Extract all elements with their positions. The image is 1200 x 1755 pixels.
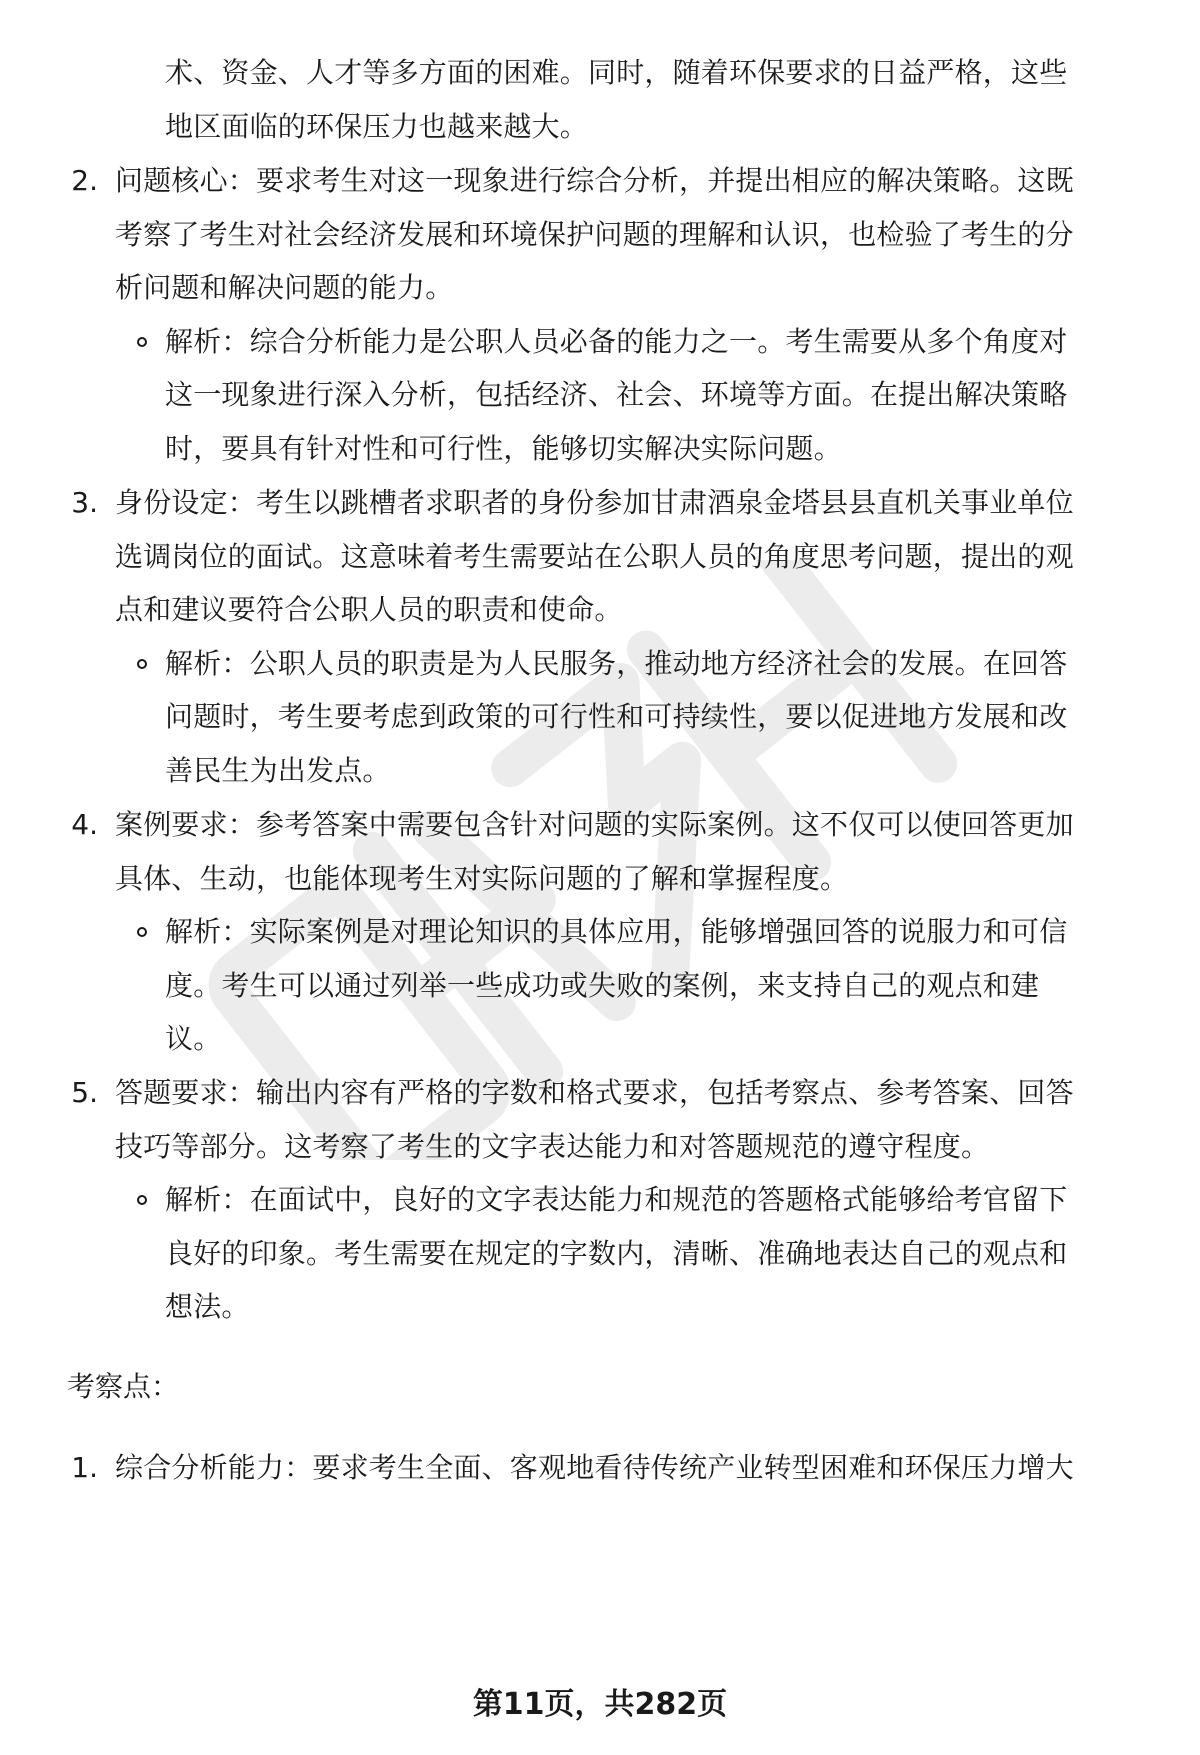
item5-sub-line-1: 解析：在面试中，良好的文字表达能力和规范的答题格式能够给考官留下 (165, 1183, 1068, 1216)
item3-sub-line-2: 问题时，考生要考虑到政策的可行性和可持续性，要以促进地方发展和改 (165, 700, 1068, 733)
section-item1-line-1: 综合分析能力：要求考生全面、客观地看待传统产业转型困难和环保压力增大 (115, 1451, 1074, 1484)
sub-bullet (137, 1195, 147, 1205)
item4-line-2: 具体、生动，也能体现考生对实际问题的了解和掌握程度。 (115, 862, 849, 895)
item3-line-3: 点和建议要符合公职人员的职责和使命。 (115, 593, 623, 626)
list-number: 2. (71, 164, 98, 197)
item3-line-1: 身份设定：考生以跳槽者求职者的身份参加甘肃酒泉金塔县县直机关事业单位 (115, 486, 1074, 519)
item2-line-3: 析问题和解决问题的能力。 (115, 271, 454, 304)
sub-bullet (137, 659, 147, 669)
item3-sub-line-1: 解析：公职人员的职责是为人民服务，推动地方经济社会的发展。在回答 (165, 647, 1068, 680)
item4-sub-line-2: 度。考生可以通过列举一些成功或失败的案例，来支持自己的观点和建 (165, 969, 1040, 1002)
item2-line-1: 问题核心：要求考生对这一现象进行综合分析，并提出相应的解决策略。这既 (115, 164, 1074, 197)
item5-line-1: 答题要求：输出内容有严格的字数和格式要求，包括考察点、参考答案、回答 (115, 1076, 1074, 1109)
list-number: 1. (71, 1451, 98, 1484)
list-number: 5. (71, 1076, 98, 1109)
item4-sub-line-3: 议。 (165, 1022, 222, 1055)
list-number: 4. (71, 808, 98, 841)
item5-sub-line-2: 良好的印象。考生需要在规定的字数内，清晰、准确地表达自己的观点和 (165, 1237, 1068, 1270)
sub-bullet (137, 337, 147, 347)
item3-line-2: 选调岗位的面试。这意味着考生需要站在公职人员的角度思考问题，提出的观 (115, 540, 1074, 573)
item4-line-1: 案例要求：参考答案中需要包含针对问题的实际案例。这不仅可以使回答更加 (115, 808, 1074, 841)
item2-sub-line-3: 时，要具有针对性和可行性，能够切实解决实际问题。 (165, 432, 842, 465)
item5-line-2: 技巧等部分。这考察了考生的文字表达能力和对答题规范的遵守程度。 (115, 1130, 990, 1163)
intro-line-1: 术、资金、人才等多方面的困难。同时，随着环保要求的日益严格，这些 (165, 56, 1068, 89)
item3-sub-line-3: 善民生为出发点。 (165, 754, 391, 787)
item2-line-2: 考察了考生对社会经济发展和环境保护问题的理解和认识，也检验了考生的分 (115, 218, 1074, 251)
item5-sub-line-3: 想法。 (165, 1290, 250, 1323)
list-number: 3. (71, 486, 98, 519)
sub-bullet (137, 927, 147, 937)
section-heading: 考察点： (67, 1370, 180, 1403)
intro-line-2: 地区面临的环保压力也越来越大。 (165, 110, 589, 143)
item4-sub-line-1: 解析：实际案例是对理论知识的具体应用，能够增强回答的说服力和可信 (165, 915, 1068, 948)
item2-sub-line-2: 这一现象进行深入分析，包括经济、社会、环境等方面。在提出解决策略 (165, 378, 1068, 411)
item2-sub-line-1: 解析：综合分析能力是公职人员必备的能力之一。考生需要从多个角度对 (165, 325, 1068, 358)
page-number-footer: 第11页，共282页 (472, 1687, 728, 1722)
